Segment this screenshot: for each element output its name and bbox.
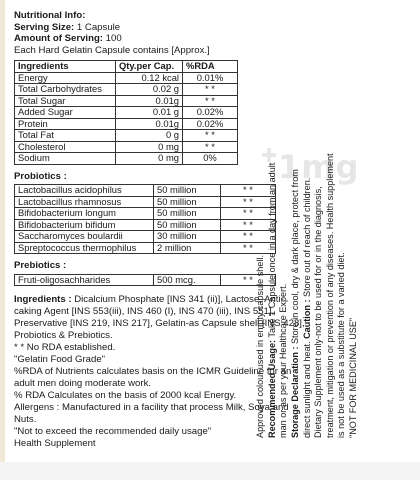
cell: 0.01% bbox=[183, 72, 238, 84]
serving-size-label: Serving Size: bbox=[14, 21, 75, 33]
edge-strip bbox=[0, 0, 5, 480]
cell: Lactobacillus rhamnosus bbox=[15, 196, 154, 208]
cell: Protein bbox=[15, 118, 116, 130]
probiotics-table bbox=[14, 184, 276, 254]
cell: 2 million bbox=[154, 242, 221, 254]
cell: Cholesterol bbox=[15, 141, 116, 153]
cell: * * bbox=[183, 141, 238, 153]
col-header: %RDA bbox=[183, 61, 238, 73]
nutrition-header-row bbox=[15, 61, 238, 73]
table-row bbox=[15, 153, 238, 165]
side-line bbox=[302, 58, 314, 438]
table-row bbox=[15, 208, 276, 220]
cell: 50 million bbox=[154, 219, 221, 231]
prebiotics-table bbox=[14, 274, 276, 287]
amount-label: Amount of Serving: bbox=[14, 33, 104, 44]
nutrition-title: Nutritional Info: bbox=[14, 10, 86, 21]
side-line: Dietary Supplement only-not to be used for or in the diagnosis, bbox=[313, 186, 324, 438]
cell: * * bbox=[221, 242, 276, 254]
cell: 50 million bbox=[154, 208, 221, 220]
note-line: Health Supplement bbox=[14, 437, 96, 449]
watermark-logo: 1mg bbox=[278, 148, 360, 186]
cell: 0.01 g bbox=[116, 107, 183, 119]
cell: Total Fat bbox=[15, 130, 116, 142]
serving-size bbox=[14, 22, 310, 34]
cell: 0 mg bbox=[116, 141, 183, 153]
side-line: man or as per your Healthcare Expert. bbox=[278, 283, 289, 438]
col-header: Ingredients bbox=[15, 61, 116, 73]
cell: Sodium bbox=[15, 153, 116, 165]
cell: 50 million bbox=[154, 185, 221, 197]
note-line: Allergens : Manufactured in a facility that process Milk, Soya and Nuts. bbox=[14, 401, 289, 425]
footer-band bbox=[0, 462, 420, 480]
table-row bbox=[15, 242, 276, 254]
cell: 0.02% bbox=[183, 107, 238, 119]
table-row bbox=[15, 274, 276, 286]
usage-label: Recommended Usage: bbox=[266, 339, 277, 438]
amount-value: 100 bbox=[103, 33, 122, 44]
usage-text: Take 1 Capsule once in a day from an adult bbox=[266, 162, 277, 340]
cell: Total Carbohydrates bbox=[15, 84, 116, 96]
nutrition-table bbox=[14, 60, 238, 165]
cell: 0% bbox=[183, 153, 238, 165]
table-row bbox=[15, 219, 276, 231]
capsule-contains-note: Each Hard Gelatin Capsule contains [Approx.] bbox=[14, 44, 210, 56]
cell: 0 g bbox=[116, 130, 183, 142]
ingredients-label: Ingredients : bbox=[14, 294, 72, 305]
cell: Spreptococcus thermophilus bbox=[15, 242, 154, 254]
storage-text-cont: direct sunlight and heat. bbox=[301, 338, 312, 438]
cell: Bifidobacterium bifidum bbox=[15, 219, 154, 231]
cell: Total Sugar bbox=[15, 95, 116, 107]
cell: * * bbox=[221, 219, 276, 231]
serving-size-value: 1 Capsule bbox=[74, 21, 121, 33]
table-row bbox=[15, 231, 276, 243]
note-line: "Not to exceed the recommended daily usage" bbox=[14, 425, 212, 437]
storage-text: Store in cool, dry & dark place, protect from bbox=[289, 169, 300, 347]
table-row bbox=[15, 118, 238, 130]
side-line: is not be used as a substitute for a varied diet. bbox=[336, 252, 347, 438]
cell: Added Sugar bbox=[15, 107, 116, 119]
cell: * * bbox=[183, 130, 238, 142]
note-line: * * No RDA established. bbox=[14, 341, 116, 353]
side-line bbox=[267, 58, 279, 438]
cell: Bifidobacterium longum bbox=[15, 208, 154, 220]
caution-label: Caution : bbox=[301, 299, 312, 339]
note-line: %RDA of Nutrients calculates basis on the ICMR Guideline for an adult men doing moderate work. bbox=[14, 365, 292, 389]
side-line bbox=[290, 58, 302, 438]
table-row bbox=[15, 130, 238, 142]
cell: 0.12 kcal bbox=[116, 72, 183, 84]
cell: * * bbox=[221, 274, 276, 286]
cell: * * bbox=[221, 231, 276, 243]
cell: * * bbox=[221, 196, 276, 208]
cell: Fruti-oligosachharides bbox=[15, 274, 154, 286]
cell: Energy bbox=[15, 72, 116, 84]
side-line: treatment, mitigation or prevention of any diseases. Health supplement bbox=[324, 153, 335, 438]
cell: 30 million bbox=[154, 231, 221, 243]
cell: 0 mg bbox=[116, 153, 183, 165]
caution-text: Store out of reach of children. bbox=[301, 177, 312, 300]
table-row bbox=[15, 107, 238, 119]
table-row bbox=[15, 72, 238, 84]
cell: * * bbox=[221, 185, 276, 197]
table-row bbox=[15, 84, 238, 96]
usage-declaration-block bbox=[255, 58, 360, 438]
probiotics-title: Probiotics : bbox=[14, 170, 67, 182]
amount-of-serving bbox=[14, 33, 310, 45]
note-line: "Gelatin Food Grade" bbox=[14, 353, 106, 365]
cell: 0.01g bbox=[116, 95, 183, 107]
note-line: % RDA Calculates on the basis of 2000 kcal Energy. bbox=[14, 389, 237, 401]
table-row bbox=[15, 196, 276, 208]
side-line: Approved colour used in empty capsule shell. bbox=[255, 255, 265, 438]
cell: 500 mcg. bbox=[154, 274, 221, 286]
cell: Lactobacillus acidophilus bbox=[15, 185, 154, 197]
table-row bbox=[15, 185, 276, 197]
cell: * * bbox=[183, 84, 238, 96]
cell: 0.02 g bbox=[116, 84, 183, 96]
cell: 0.01g bbox=[116, 118, 183, 130]
col-header: Qty.per Cap. bbox=[116, 61, 183, 73]
table-row bbox=[15, 141, 238, 153]
cell: Saccharomyces boulardii bbox=[15, 231, 154, 243]
table-row bbox=[15, 95, 238, 107]
cell: * * bbox=[183, 95, 238, 107]
ingredients-list: Dicalcium Phosphate [INS 341 (ii)], Lactose, Anti-caking Agent [INS 553(iii), INS 460 (I), INS 470 (iii), INS 551], Preservative [INS 219, INS 217], Gelatin-as Capsule shell [INS 428], Probiotics & Prebiotics. bbox=[14, 294, 305, 341]
side-line: "NOT FOR MEDICINAL USE" bbox=[348, 317, 358, 438]
prebiotics-title: Prebiotics : bbox=[14, 260, 67, 271]
cell: * * bbox=[221, 208, 276, 220]
cell: 0.02% bbox=[183, 118, 238, 130]
storage-label: Storage Declaration : bbox=[289, 346, 300, 438]
cell: 50 million bbox=[154, 196, 221, 208]
